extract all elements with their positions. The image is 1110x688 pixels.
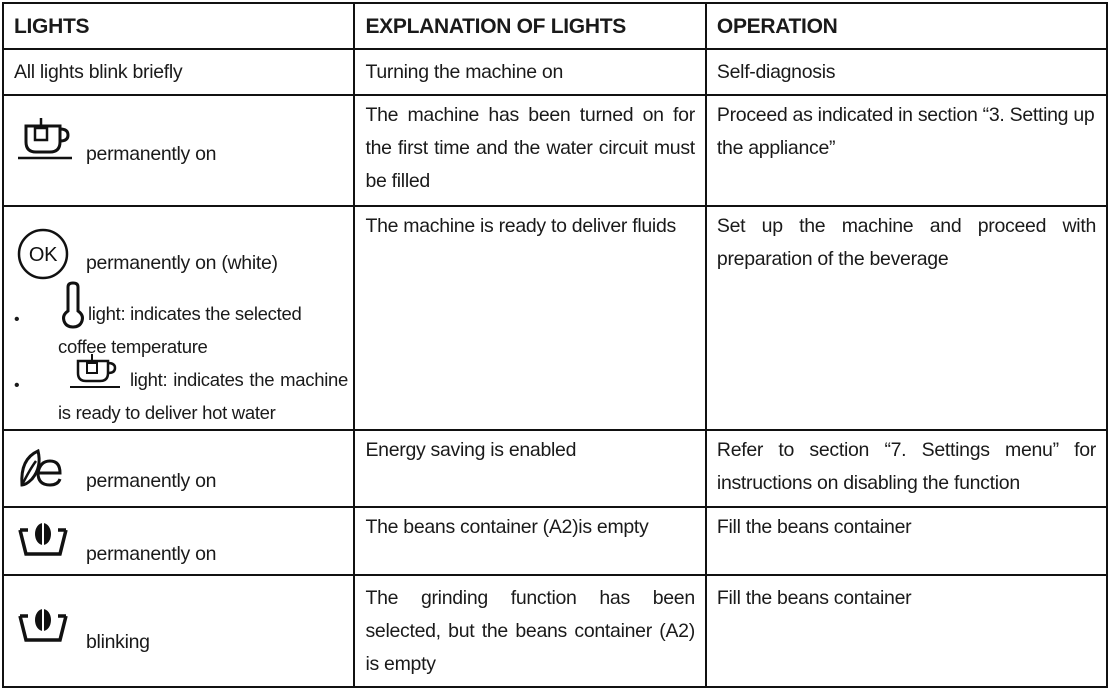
light-label: permanently on (white): [86, 252, 278, 274]
hot-water-cup-icon: [16, 114, 74, 166]
table-row: [3, 49, 1107, 95]
bullet-text: light: indicates the machine is ready to deliver hot water: [58, 369, 348, 423]
eco-leaf-icon: [16, 445, 66, 491]
explanation-cell: Turning the machine on: [354, 49, 705, 95]
light-cell: All lights blink briefly: [3, 49, 354, 95]
light-label: blinking: [86, 631, 150, 653]
bullet-marker: •: [14, 311, 20, 328]
light-cell: [3, 206, 354, 430]
bullet-marker: •: [14, 377, 20, 394]
operation-cell: Proceed as indicated in section “3. Setting up the appliance”: [706, 95, 1107, 206]
svg-text:OK: OK: [28, 244, 58, 266]
beans-container-icon: [16, 520, 70, 560]
header-row: [3, 3, 1107, 49]
operation-cell: Fill the beans container: [706, 575, 1107, 687]
table-row: [3, 575, 1107, 687]
bullet-text: light: indicates the selected coffee temperature: [58, 303, 302, 357]
explanation-cell: The machine is ready to deliver fluids: [354, 206, 705, 430]
explanation-cell: The beans container (A2)is empty: [354, 507, 705, 575]
light-cell: [3, 575, 354, 687]
header-operation: OPERATION: [706, 3, 1107, 49]
table-row: [3, 206, 1107, 430]
light-cell: [3, 430, 354, 507]
beans-container-icon: [16, 606, 70, 646]
light-cell: [3, 95, 354, 206]
table-row: [3, 95, 1107, 206]
explanation-cell: The grinding function has been selected, but the beans container (A2) is empty: [354, 575, 705, 687]
operation-cell: Set up the machine and proceed with preparation of the beverage: [706, 206, 1107, 430]
table-row: [3, 507, 1107, 575]
explanation-cell: Energy saving is enabled: [354, 430, 705, 507]
light-cell: [3, 507, 354, 575]
header-explanation: EXPLANATION OF LIGHTS: [354, 3, 705, 49]
ok-icon: [16, 227, 70, 281]
explanation-cell: The machine has been turned on for the first time and the water circuit must be filled: [354, 95, 705, 206]
operation-cell: Refer to section “7. Settings menu” for instructions on disabling the function: [706, 430, 1107, 507]
header-lights: LIGHTS: [3, 3, 354, 49]
table-row: [3, 430, 1107, 507]
light-label: permanently on: [86, 470, 217, 492]
operation-cell: Self-diagnosis: [706, 49, 1107, 95]
light-label: permanently on: [86, 543, 217, 565]
lights-table: [2, 2, 1108, 688]
light-label: permanently on: [86, 143, 217, 165]
operation-cell: Fill the beans container: [706, 507, 1107, 575]
